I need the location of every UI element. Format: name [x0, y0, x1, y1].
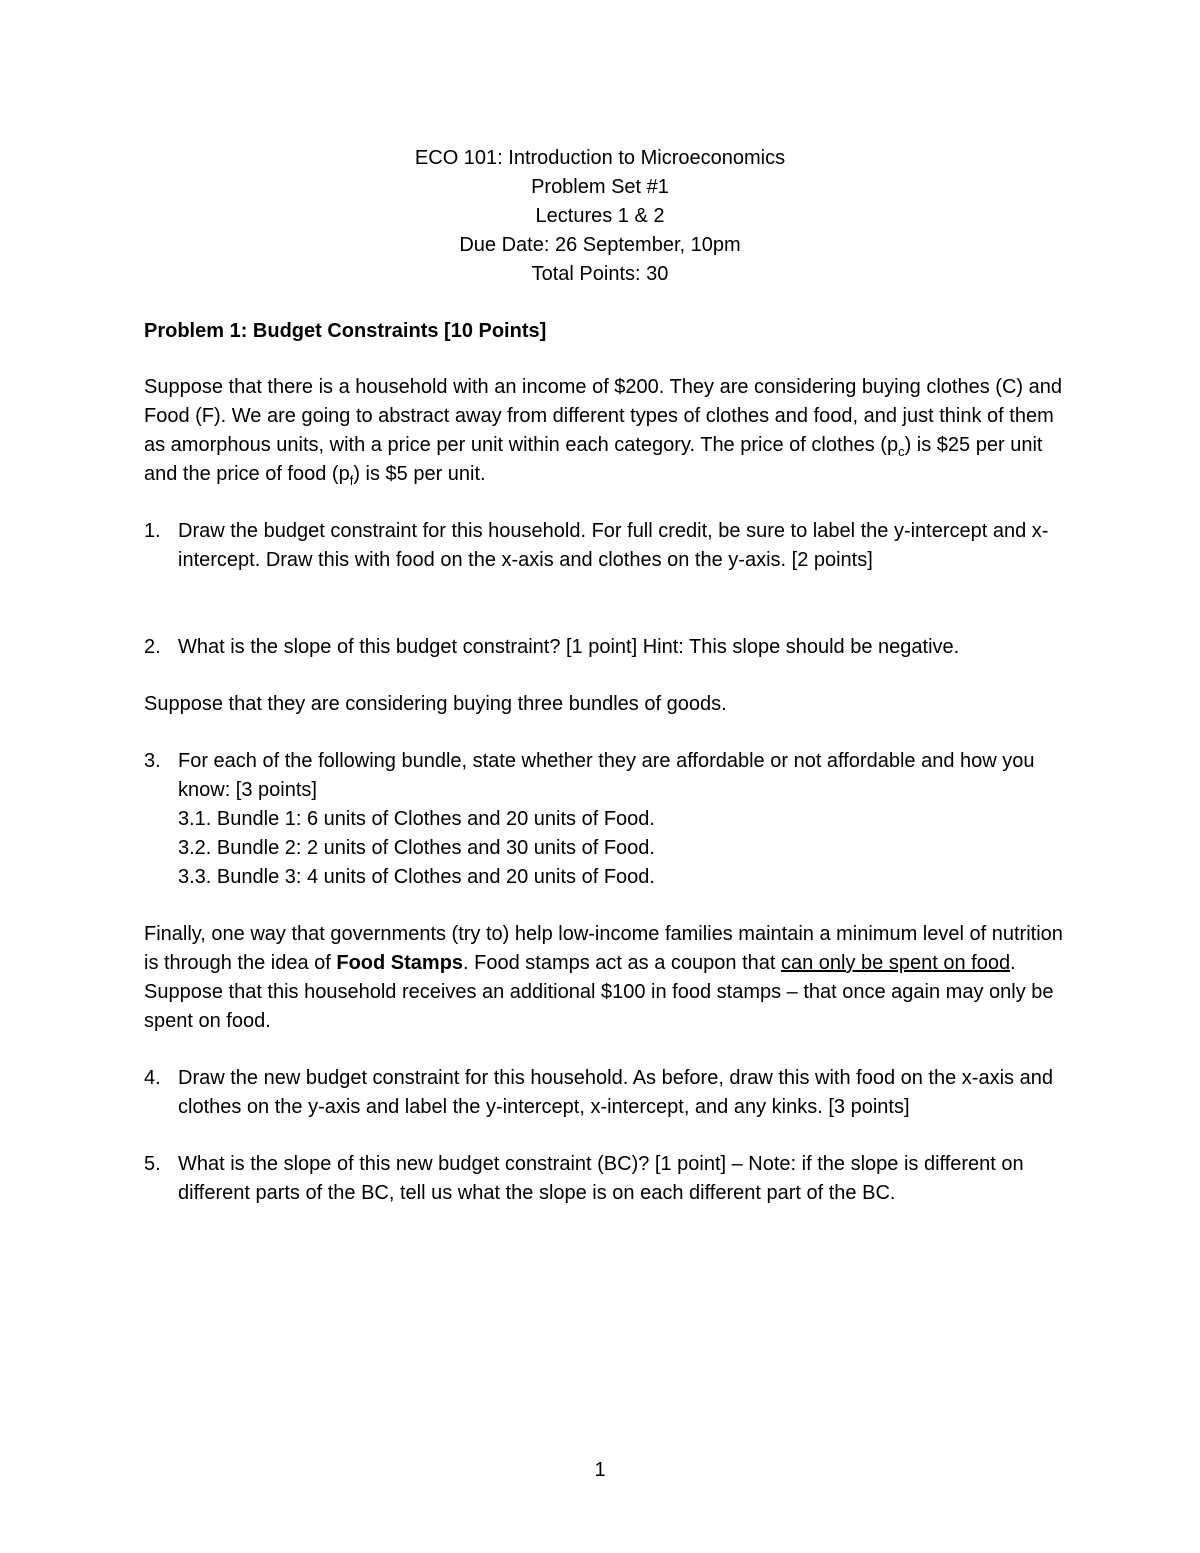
subscript-f: f [349, 473, 354, 488]
food-stamps-term: Food Stamps [336, 952, 464, 974]
question-3-stem: For each of the following bundle, state whether they are affordable or not affordable and how you know: [3 points] [178, 750, 1035, 801]
subscript-c: c [898, 444, 905, 459]
question-text: What is the slope of this new budget constraint (BC)? [1 point] – Note: if the slope is different on different parts of the BC, tell us what the slope is on each different part of the BC. [178, 1153, 1024, 1204]
intro-text-a: Suppose that there is a household with an income of $200. They are considering buying clothes (C) and Food (F). We are going to abstract away from different types of clothes and food, and just think of them as amorphous units, with a price per unit within each category. The price of clothes (p [144, 376, 1062, 456]
bundles-intro: Suppose that they are considering buying three bundles of goods. [144, 693, 727, 715]
food-stamps-paragraph [144, 920, 1064, 1036]
question-text: Draw the new budget constraint for this household. As before, draw this with food on the x-axis and clothes on the y-axis and label the y-intercept, x-intercept, and any kinks. [3 points] [178, 1067, 1053, 1118]
stamps-text-b: . Food stamps act as a coupon that [463, 952, 781, 974]
question-number: 3. [144, 750, 161, 772]
spent-on-food-emphasis: can only be spent on food [781, 952, 1011, 974]
question-text [178, 747, 1064, 892]
bundle-1-item: 3.1. Bundle 1: 6 units of Clothes and 20 units of Food. [178, 808, 655, 830]
bundle-2-item: 3.2. Bundle 2: 2 units of Clothes and 30 units of Food. [178, 837, 655, 859]
page-number: 1 [594, 1459, 606, 1481]
stamps-text-c: . Suppose that this household receives an additional $100 in food stamps – that once again may only be spent on food. [144, 952, 1054, 1032]
problem-1-title: Problem 1: Budget Constraints [10 Points] [144, 320, 547, 342]
intro-text-c: ) is $5 per unit. [353, 463, 486, 485]
question-text: What is the slope of this budget constraint? [1 point] Hint: This slope should be negative. [178, 636, 960, 658]
question-number: 5. [144, 1153, 161, 1175]
problem-1-intro [144, 373, 1064, 489]
bundle-3-item: 3.3. Bundle 3: 4 units of Clothes and 20 units of Food. [178, 866, 655, 888]
question-number: 4. [144, 1067, 161, 1089]
due-date: Due Date: 26 September, 10pm [459, 234, 741, 256]
total-points: Total Points: 30 [531, 263, 669, 285]
question-number: 2. [144, 636, 161, 658]
question-text: Draw the budget constraint for this household. For full credit, be sure to label the y-intercept and x-intercept. Draw this with food on the x-axis and clothes on the y-axis. [2 points] [178, 520, 1049, 571]
stamps-text-a: Finally, one way that governments (try to) help low-income families maintain a minimum level of nutrition is through the idea of [144, 923, 1063, 974]
problem-set-label: Problem Set #1 [531, 176, 669, 198]
question-number: 1. [144, 520, 161, 542]
course-title: ECO 101: Introduction to Microeconomics [414, 147, 786, 169]
intro-text-b: ) is $25 per unit and the price of food (p [144, 434, 1043, 485]
document-header [0, 144, 1200, 289]
lectures-label: Lectures 1 & 2 [535, 205, 665, 227]
